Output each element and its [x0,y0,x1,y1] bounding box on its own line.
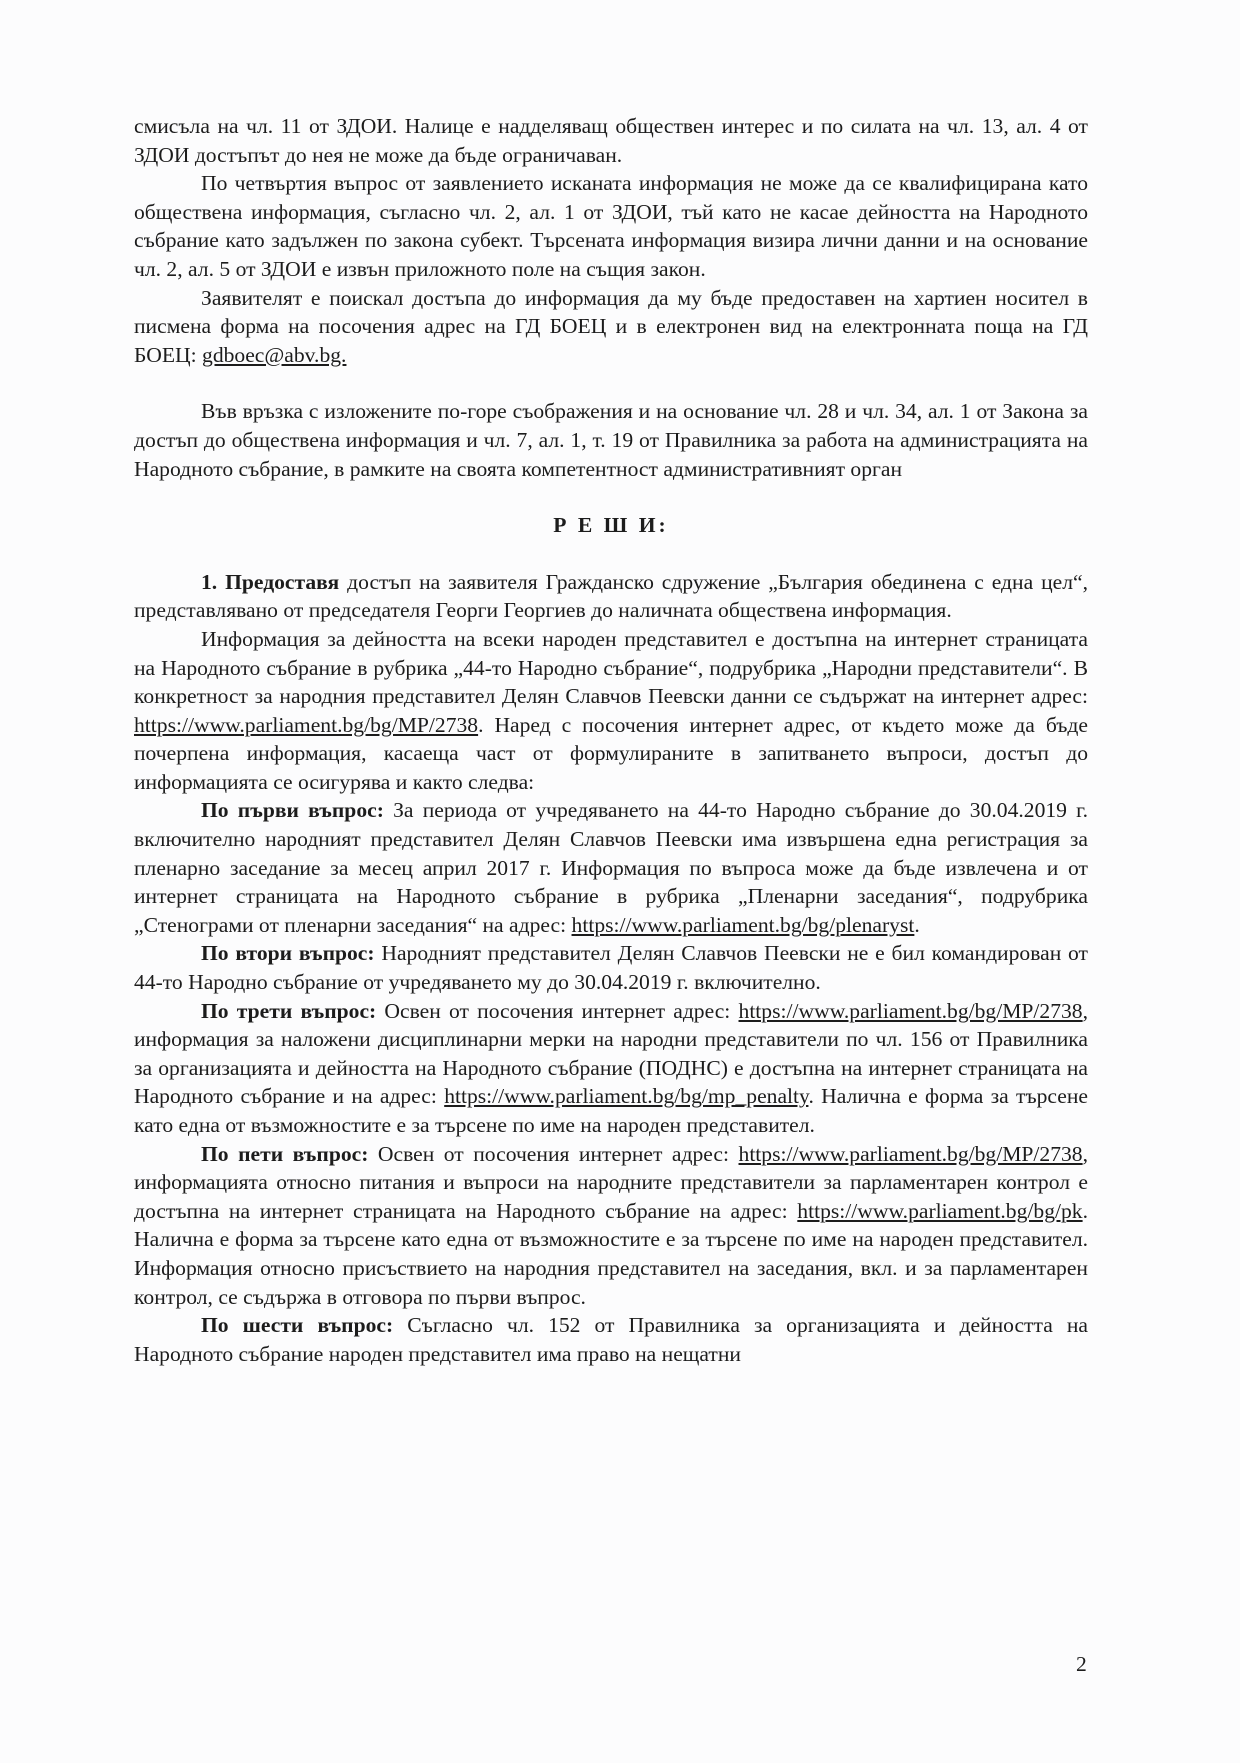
mp-info-text-2: . Наред с посочения интернет адрес, от където може да бъде почерпена информация, касаеща част от формулираните в запитването въпроси, достъп до информацията се осигурява и както следва: [134,712,1088,794]
paragraph-decision-1 [134,568,1088,625]
question-5-text-3: . Налична е форма за търсене като една от възможностите е за търсене по име на народен представител. Информация относно присъствието на народния представител на заседания, вкл. и за парламентарен контрол, се съдържа в отговора по първи въпрос. [134,1198,1088,1309]
question-3-label: По трети въпрос: [201,998,377,1023]
question-3-text-2: , информация за наложени дисциплинарни мерки на народни представители по чл. 156 от Правилника за организацията и дейността на Народното събрание (ПОДНС) е достъпна на интернет страницата на Народното събрание и на адрес: [134,998,1089,1109]
paragraph-delivery-method [134,284,1088,370]
mp-profile-link-3[interactable]: https://www.parliament.bg/bg/MP/2738 [738,1141,1083,1166]
paragraph-question-6 [134,1311,1088,1368]
question-2-text: Народният представител Делян Славчов Пеевски не е бил командирован от 44-то Народно събрание от учредяването му до 30.04.2019 г. включително. [134,941,1088,995]
mp-profile-link-2[interactable]: https://www.parliament.bg/bg/MP/2738 [738,998,1083,1023]
question-5-label: По пети въпрос: [201,1141,369,1166]
pk-link[interactable]: https://www.parliament.bg/bg/pk [797,1198,1083,1223]
paragraph-question-1 [134,796,1088,939]
mp-info-text: Информация за дейността на всеки народен представител е достъпна на интернет страницата на Народното събрание в рубрика „44-то Народно събрание“, подрубрика „Народни представители“. В конкретност за народния представител Делян Славчов Пеевски данни се съдържат на интернет адрес: [134,626,1088,709]
decision-1-text: достъп на заявителя Гражданско сдружение „България обединена с една цел“, представлявано от председателя Георги Георгиев до наличната обществена информация. [134,569,1088,623]
question-1-text: За периода от учредяването на 44-то Народно събрание до 30.04.2019 г. включително народният представител Делян Славчов Пеевски има извършена една регистрация за пленарно заседание за месец април 2017 г. Информация по въпроса може да бъде извлечена и от интернет страницата на Народното събрание в рубрика „Пленарни заседания“, подрубрика „Стенограми от пленарни заседания“ на адрес: [134,798,1088,937]
mp-profile-link[interactable]: https://www.parliament.bg/bg/MP/2738 [134,712,479,737]
page-number: 2 [1076,1652,1087,1676]
document-body [134,112,1088,1368]
question-6-label: По шести въпрос: [201,1313,394,1338]
question-3-text-3: . Налична е форма за търсене като една от възможностите е за търсене по име на народен представител. [134,1084,1089,1137]
delivery-text: Заявителят е поискал достъпа до информация да му бъде предоставен на хартиен носител в писмена форма на посочения адрес на ГД БОЕЦ и в електронен вид на електронната поща на ГД БОЕЦ: [134,285,1088,367]
paragraph-question-3 [134,997,1088,1140]
paragraph-public-interest: смисъла на чл. 11 от ЗДОИ. Налице е надделяващ обществен интерес и по силата на чл. 13, ал. 4 от ЗДОИ достъпът до нея не може да бъде ограничаван. [134,114,1088,167]
question-1-label: По първи въпрос: [201,798,384,823]
question-2-label: По втори въпрос: [201,941,375,966]
question-5-text: Освен от посочения интернет адрес: [368,1141,739,1166]
paragraph-legal-basis: Във връзка с изложените по-горе съображения и на основание чл. 28 и чл. 34, ал. 1 от Закона за достъп до обществена информация и чл. 7, ал. 1, т. 19 от Правилника за работа на администрацията на Народното събрание, в рамките на своята компетентност административният орган [134,399,1088,481]
paragraph-question-5 [134,1140,1088,1312]
question-5-text-2: , информацията относно питания и въпроси на народните представители за парламентарен контрол е достъпна на интернет страницата на Народното събрание на адрес: [134,1141,1089,1223]
decision-1-label: 1. Предоставя [201,569,340,594]
paragraph-mp-info [134,625,1088,797]
paragraph-question-2 [134,939,1088,996]
question-6-text: Съгласно чл. 152 от Правилника за организацията и дейността на Народното събрание народен представител има право на нещатни [134,1313,1088,1366]
decision-heading: Р Е Ш И: [553,513,669,538]
plenaryst-link[interactable]: https://www.parliament.bg/bg/plenaryst [571,912,915,937]
paragraph-fourth-question: По четвъртия въпрос от заявлението исканата информация не може да се квалифицирана като обществена информация, съгласно чл. 2, ал. 1 от ЗДОИ, тъй като не касае дейността на Народното събрание като задължен по закона субект. Търсената информация визира лични данни и на основание чл. 2, ал. 5 от ЗДОИ е извън приложното поле на същия закон. [134,171,1088,281]
question-1-end: . [914,912,920,937]
email-link[interactable]: gdboec@abv.bg. [202,342,347,367]
question-3-text: Освен от посочения интернет адрес: [376,998,739,1023]
mp-penalty-link[interactable]: https://www.parliament.bg/bg/mp_penalty [444,1084,809,1109]
